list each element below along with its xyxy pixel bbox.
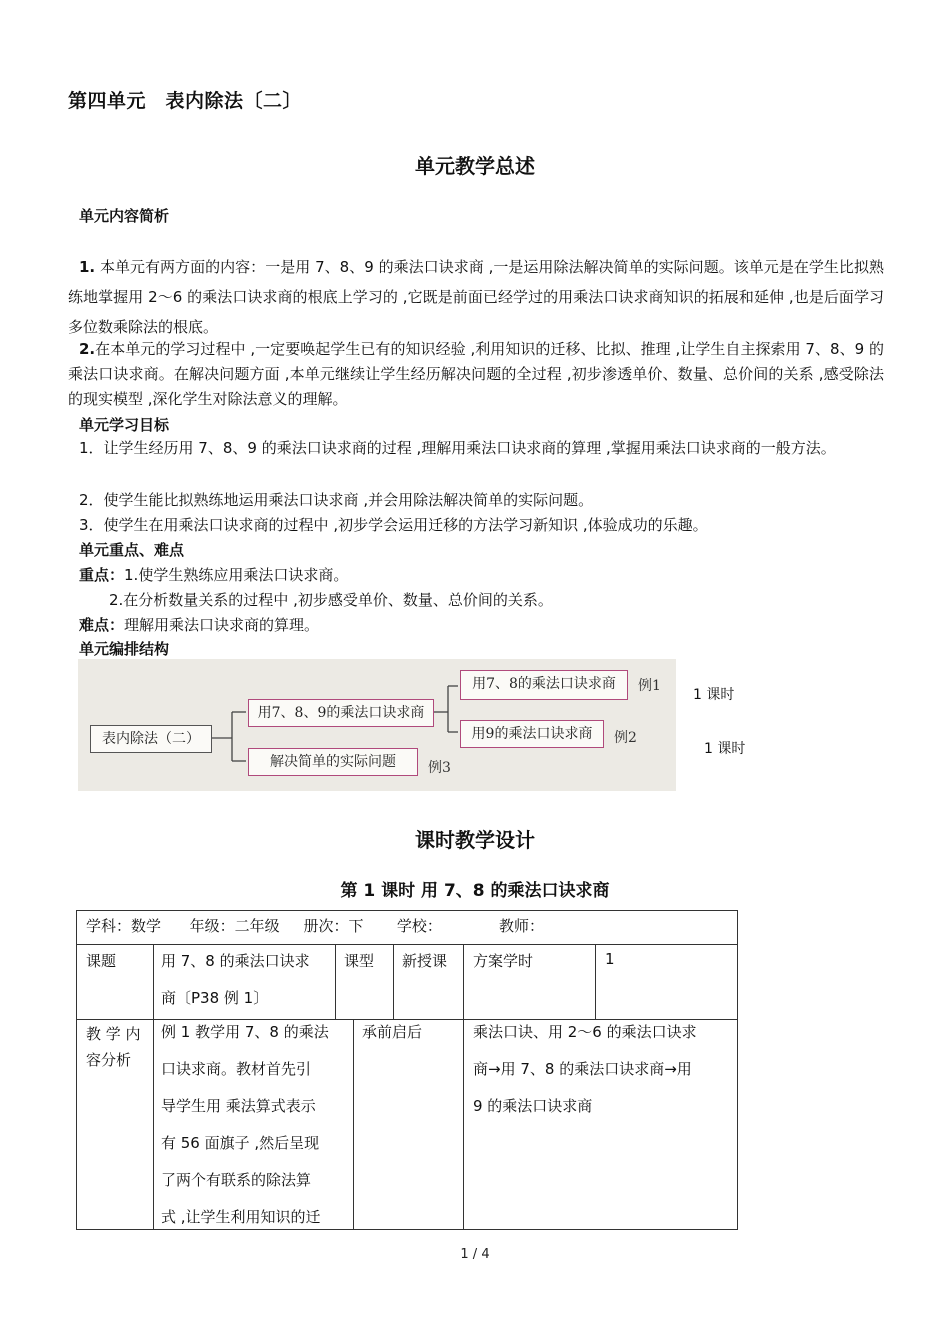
- key-heading: 单元重点、难点: [79, 541, 185, 559]
- table-header: 学科：数学 年级：二年级 册次：下 学校： 教师：: [86, 917, 545, 935]
- topic-line-1: 用 7、8 的乘法口诀求: [161, 952, 310, 970]
- paragraph-1-number: 1.: [79, 258, 96, 276]
- paragraph-1-text: 本单元有两方面的内容：一是用 7、8、9 的乘法口诀求商 ,一是运用除法解决简单的实际问题。该单元是在学生比拟熟练地掌握用 2～6 的乘法口诀求商的根底上学习的 ,它既是前面已经学过的用乘法口诀求商知识的拓展和延伸 ,也是后面学习多位数乘除法的根底。: [68, 258, 884, 336]
- structure-diagram: [78, 659, 676, 791]
- key-point-1: [79, 564, 348, 585]
- analysis-label-line-2: 容分析: [86, 1051, 132, 1069]
- hours-label: 方案学时: [473, 952, 534, 970]
- diagram-leaf-9: 用9的乘法口诀求商: [460, 720, 604, 748]
- goal-2: 2．使学生能比拟熟练地运用乘法口诀求商 ,并会用除法解决简单的实际问题。: [79, 491, 594, 509]
- analysis-label-line-1: 教 学 内: [86, 1025, 141, 1043]
- page-number: 1 / 4: [460, 1247, 490, 1262]
- type-label: 课型: [344, 952, 375, 970]
- unit-title: 第四单元 表内除法〔二〕: [68, 90, 303, 112]
- diagram-branch-multiply: 用7、8、9的乘法口诀求商: [248, 699, 434, 727]
- key-point-2: 2.在分析数量关系的过程中 ,初步感受单价、数量、总价间的关系。: [109, 591, 553, 609]
- overview-title: 单元教学总述: [415, 154, 535, 178]
- link-line: 9 的乘法口诀求商: [473, 1097, 593, 1115]
- analysis-line: 式 ,让学生利用知识的迁: [161, 1208, 321, 1226]
- lesson-design-title: 课时教学设计: [415, 828, 535, 852]
- paragraph-2-text: 在本单元的学习过程中 ,一定要唤起学生已有的知识经验 ,利用知识的迁移、比拟、推理 ,让学生自主探索用 7、8、9 的乘法口诀求商。在解决问题方面 ,本单元继续让学生经历解决问题的全过程 ,初步渗透单价、数量、总价间的关系 ,感受除法的现实模型 ,深化学生对除法意义的理解。: [68, 340, 884, 408]
- paragraph-2: [68, 337, 884, 412]
- diagram-branch-problems: 解决简单的实际问题: [248, 748, 418, 776]
- analysis-line: 导学生用 乘法算式表示: [161, 1097, 316, 1115]
- analysis-content: [161, 1014, 351, 1236]
- content-heading: 单元内容简析: [79, 207, 170, 225]
- diagram-root-box: 表内除法（二）: [90, 725, 212, 753]
- lesson-title: 第 1 课时 用 7、8 的乘法口诀求商: [340, 881, 610, 901]
- difficulty-text: 理解用乘法口诀求商的算理。: [124, 616, 320, 634]
- type-value: 新授课: [402, 952, 448, 970]
- topic-label: 课题: [86, 952, 117, 970]
- difficulty: [79, 614, 319, 635]
- link-label: 承前启后: [362, 1023, 423, 1041]
- key-label: 重点：: [79, 566, 125, 584]
- link-line: 乘法口诀、用 2～6 的乘法口诀求: [473, 1023, 697, 1041]
- diagram-example-1: 例1: [638, 678, 661, 694]
- hours-value: 1: [605, 950, 615, 968]
- key-point-1-text: 1.使学生熟练应用乘法口诀求商。: [124, 566, 349, 584]
- topic-line-2: 商〔P38 例 1〕: [161, 989, 269, 1007]
- goal-1: [68, 436, 884, 461]
- difficulty-label: 难点：: [79, 616, 125, 634]
- analysis-line: 口诀求商。教材首先引: [161, 1060, 312, 1078]
- analysis-label: [86, 1021, 141, 1073]
- lesson-count-1: 1 课时: [693, 687, 735, 703]
- analysis-line: 了两个有联系的除法算: [161, 1171, 312, 1189]
- analysis-line: 有 56 面旗子 ,然后呈现: [161, 1134, 320, 1152]
- diagram-example-3: 例3: [428, 760, 451, 776]
- link-content: [473, 1014, 735, 1125]
- goal-1-text: 1．让学生经历用 7、8、9 的乘法口诀求商的过程 ,理解用乘法口诀求商的算理 ,掌握用乘法口诀求商的一般方法。: [79, 439, 836, 457]
- goals-heading: 单元学习目标: [79, 416, 170, 434]
- paragraph-2-number: 2.: [79, 340, 96, 358]
- lesson-count-2: 1 课时: [704, 741, 746, 757]
- diagram-leaf-78: 用7、8的乘法口诀求商: [460, 670, 628, 700]
- link-line: 商→用 7、8 的乘法口诀求商→用: [473, 1060, 692, 1078]
- goal-3: 3．使学生在用乘法口诀求商的过程中 ,初步学会运用迁移的方法学习新知识 ,体验成功的乐趣。: [79, 516, 708, 534]
- analysis-line: 例 1 教学用 7、8 的乘法: [161, 1023, 329, 1041]
- structure-heading: 单元编排结构: [79, 640, 170, 658]
- diagram-example-2: 例2: [614, 730, 637, 746]
- lesson-plan-table: [76, 910, 738, 1230]
- paragraph-1: [68, 252, 884, 342]
